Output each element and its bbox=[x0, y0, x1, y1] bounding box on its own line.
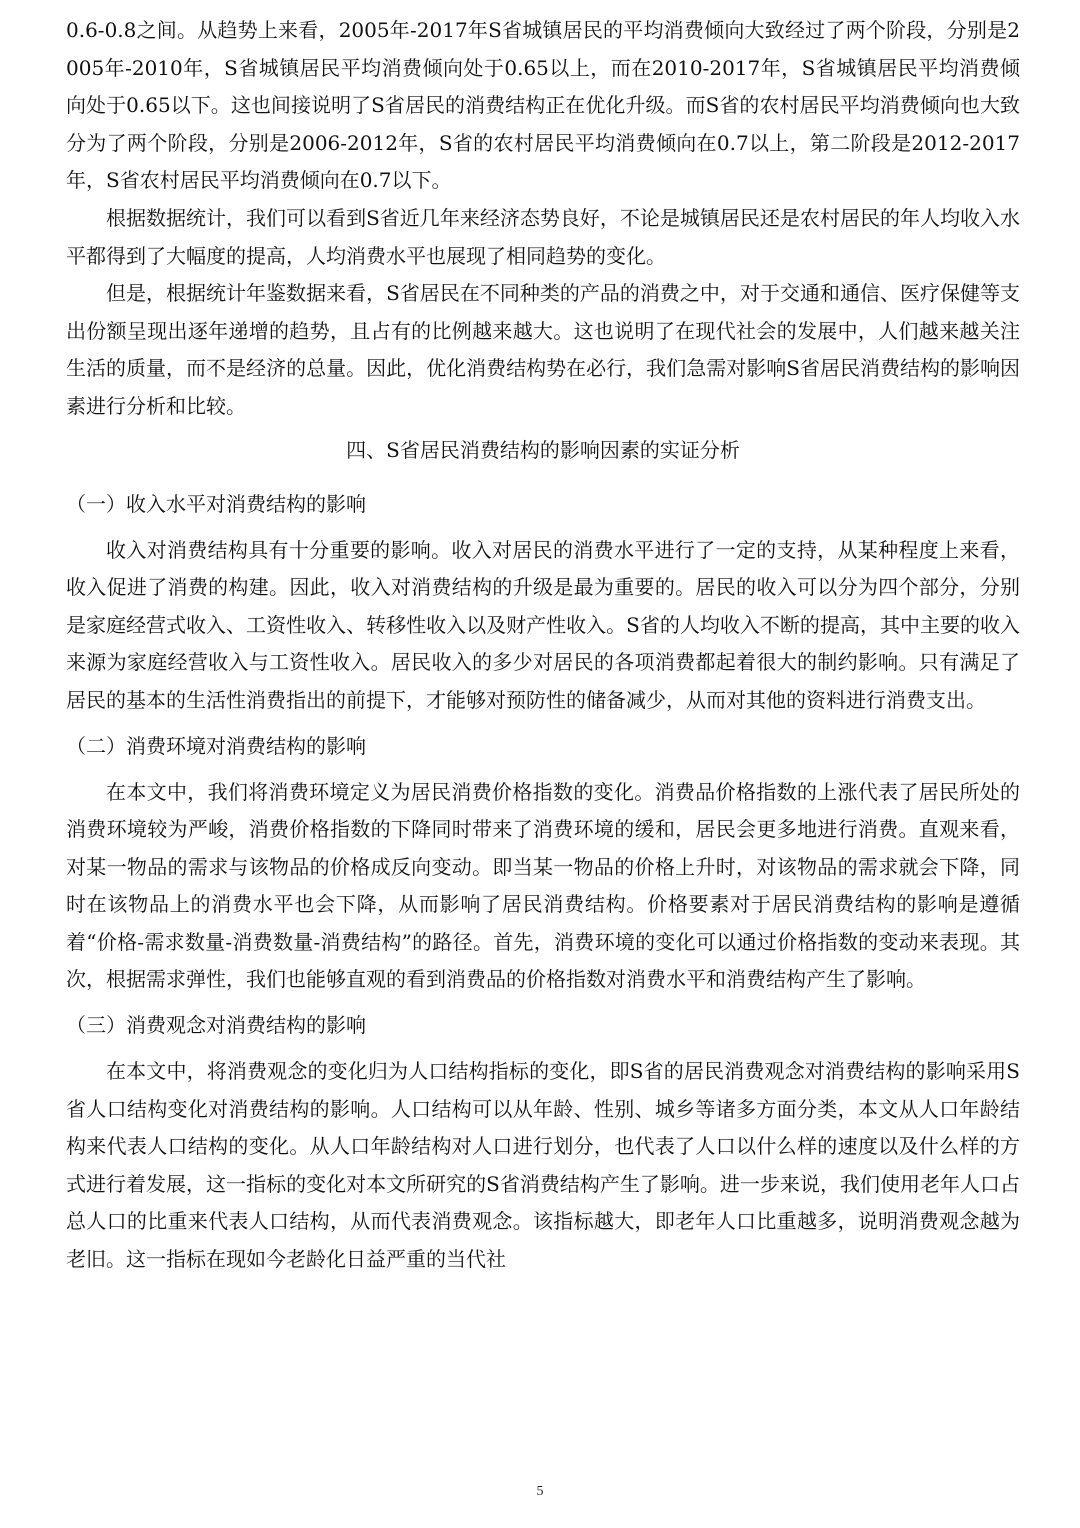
subsection-body-concept: 在本文中，将消费观念的变化归为人口结构指标的变化，即S省的居民消费观念对消费结构的影响采用S省人口结构变化对消费结构的影响。人口结构可以从年龄、性别、城乡等诸多方面分类，本文从人口年龄结构来代表人口结构的变化。从人口年龄结构对人口进行划分，也代表了人口以什么样的速度以及什么样的方式进行着发展，这一指标的变化对本文所研究的S省消费结构产生了影响。进一步来说，我们使用老年人口占总人口的比重来代表人口结构，从而代表消费观念。该指标越大，即老年人口比重越多，说明消费观念越为老旧。这一指标在现如今老龄化日益严重的当代社 bbox=[66, 1059, 1020, 1272]
body-paragraph-2: 根据数据统计，我们可以看到S省近几年来经济态势良好，不论是城镇居民还是农村居民的年人均收入水平都得到了大幅度的提高，人均消费水平也展现了相同趋势的变化。 bbox=[66, 205, 1020, 268]
body-paragraph-3: 但是，根据统计年鉴数据来看，S省居民在不同种类的产品的消费之中，对于交通和通信、医疗保健等支出份额呈现出逐年递增的趋势，且占有的比例越来越大。这也说明了在现代社会的发展中，人们越来越关注生活的质量，而不是经济的总量。因此，优化消费结构势在必行，我们急需对影响S省居民消费结构的影响因素进行分析和比较。 bbox=[66, 281, 1020, 418]
subsection-body-environment: 在本文中，我们将消费环境定义为居民消费价格指数的变化。消费品价格指数的上涨代表了居民所处的消费环境较为严峻，消费价格指数的下降同时带来了消费环境的缓和，居民会更多地进行消费。直观来看，对某一物品的需求与该物品的价格成反向变动。即当某一物品的价格上升时，对该物品的需求就会下降，同时在该物品上的消费水平也会下降，从而影响了居民消费结构。价格要素对于居民消费结构的影响是遵循着“价格-需求数量-消费数量-消费结构”的路径。首先，消费环境的变化可以通过价格指数的变动来表现。其次，根据需求弹性，我们也能够直观的看到消费品的价格指数对消费水平和消费结构产生了影响。 bbox=[66, 779, 1020, 992]
subsection-heading-environment: （二）消费环境对消费结构的影响 bbox=[66, 733, 366, 758]
subsection-heading-income: （一）收入水平对消费结构的影响 bbox=[66, 491, 366, 516]
section-title: 四、S省居民消费结构的影响因素的实证分析 bbox=[346, 437, 740, 462]
body-paragraph-1: 0.6-0.8之间。从趋势上来看，2005年-2017年S省城镇居民的平均消费倾向大致经过了两个阶段，分别是2005年-2010年，S省城镇居民平均消费倾向处于0.65以上，而在2010-2017年，S省城镇居民平均消费倾向处于0.65以下。这也间接说明了S省居民的消费结构正在优化升级。而S省的农村居民平均消费倾向也大致分为了两个阶段，分别是2006-2012年，S省的农村居民平均消费倾向在0.7以上，第二阶段是2012-2017年，S省农村居民平均消费倾向在0.7以下。 bbox=[66, 18, 1020, 193]
subsection-body-income: 收入对消费结构具有十分重要的影响。收入对居民的消费水平进行了一定的支持，从某种程度上来看，收入促进了消费的构建。因此，收入对消费结构的升级是最为重要的。居民的收入可以分为四个部分，分别是家庭经营式收入、工资性收入、转移性收入以及财产性收入。S省的人均收入不断的提高，其中主要的收入来源为家庭经营收入与工资性收入。居民收入的多少对居民的各项消费都起着很大的制约影响。只有满足了居民的基本的生活性消费指出的前提下，才能够对预防性的储备减少，从而对其他的资料进行消费支出。 bbox=[66, 537, 1020, 712]
subsection-heading-concept: （三）消费观念对消费结构的影响 bbox=[66, 1013, 366, 1038]
page-number: 5 bbox=[536, 1484, 544, 1499]
page-content bbox=[66, 12, 1020, 1279]
